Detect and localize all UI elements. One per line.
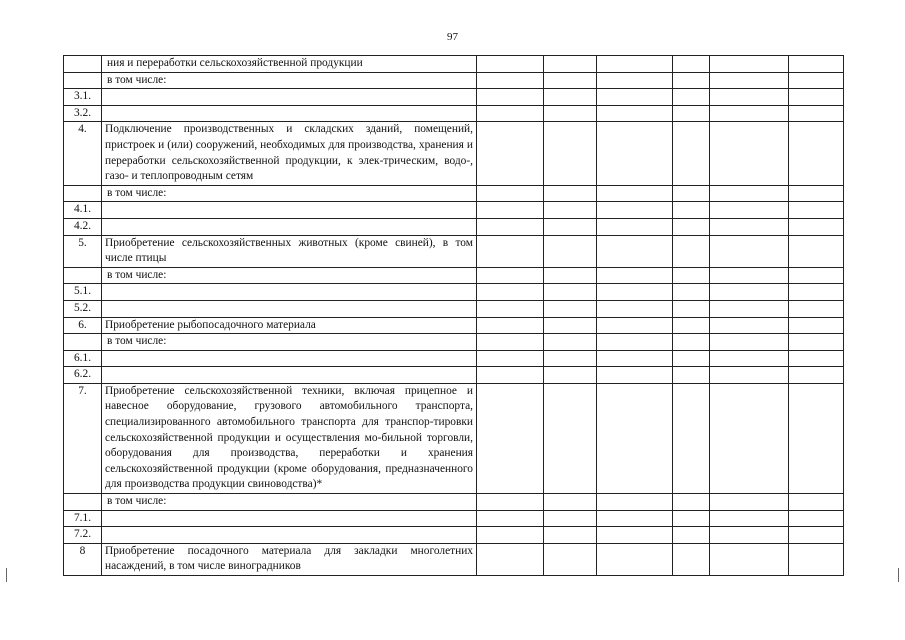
empty-value-cell [789, 383, 844, 493]
empty-value-cell [477, 317, 544, 334]
empty-value-cell [477, 218, 544, 235]
empty-value-cell [597, 267, 673, 284]
empty-value-cell [544, 383, 597, 493]
empty-value-cell [544, 543, 597, 575]
empty-value-cell [597, 122, 673, 185]
empty-value-cell [477, 300, 544, 317]
empty-value-cell [673, 89, 710, 106]
empty-value-cell [477, 56, 544, 73]
table-row [64, 89, 844, 106]
empty-value-cell [710, 89, 789, 106]
empty-value-cell [597, 235, 673, 267]
row-description-cell: в том числе: [102, 494, 477, 511]
table-row [64, 543, 844, 575]
row-number-cell: 8 [64, 543, 102, 575]
empty-value-cell [673, 267, 710, 284]
empty-value-cell [673, 122, 710, 185]
empty-value-cell [710, 284, 789, 301]
empty-value-cell [673, 300, 710, 317]
empty-value-cell [789, 218, 844, 235]
empty-value-cell [544, 334, 597, 351]
empty-value-cell [544, 235, 597, 267]
empty-value-cell [673, 494, 710, 511]
empty-value-cell [789, 89, 844, 106]
row-description-cell: в том числе: [102, 185, 477, 202]
empty-value-cell [477, 202, 544, 219]
empty-value-cell [673, 105, 710, 122]
empty-value-cell [544, 122, 597, 185]
row-number-cell: 6. [64, 317, 102, 334]
row-number-cell: 7.2. [64, 527, 102, 544]
empty-value-cell [597, 300, 673, 317]
empty-value-cell [544, 202, 597, 219]
table-row [64, 185, 844, 202]
empty-value-cell [789, 350, 844, 367]
row-description-cell [102, 367, 477, 384]
empty-value-cell [597, 284, 673, 301]
empty-value-cell [673, 218, 710, 235]
empty-value-cell [789, 235, 844, 267]
empty-value-cell [544, 510, 597, 527]
empty-value-cell [477, 72, 544, 89]
empty-value-cell [789, 510, 844, 527]
row-number-cell: 3.2. [64, 105, 102, 122]
empty-value-cell [597, 543, 673, 575]
expense-items-table [63, 55, 844, 576]
row-number-cell [64, 72, 102, 89]
row-description-cell: Приобретение рыбопосадочного материала [102, 317, 477, 334]
empty-value-cell [477, 267, 544, 284]
empty-value-cell [789, 185, 844, 202]
table-row [64, 510, 844, 527]
empty-value-cell [710, 56, 789, 73]
row-description-cell: Подключение производственных и складских зданий, помещений, пристроек и (или) сооружений, необходимых для производства, хранения и переработки сельскохозяйственной продукции, к элек-трическим, водо-, газо- и теплопроводным сетям [102, 122, 477, 185]
empty-value-cell [789, 202, 844, 219]
row-number-cell: 3.1. [64, 89, 102, 106]
empty-value-cell [544, 527, 597, 544]
table-row [64, 350, 844, 367]
empty-value-cell [544, 494, 597, 511]
empty-value-cell [710, 72, 789, 89]
empty-value-cell [597, 350, 673, 367]
empty-value-cell [477, 543, 544, 575]
empty-value-cell [710, 317, 789, 334]
row-description-cell [102, 510, 477, 527]
row-description-cell: в том числе: [102, 334, 477, 351]
empty-value-cell [710, 350, 789, 367]
empty-value-cell [597, 334, 673, 351]
row-number-cell [64, 494, 102, 511]
table-row [64, 317, 844, 334]
row-description-cell [102, 300, 477, 317]
empty-value-cell [710, 185, 789, 202]
empty-value-cell [477, 367, 544, 384]
empty-value-cell [544, 185, 597, 202]
empty-value-cell [673, 350, 710, 367]
empty-value-cell [673, 543, 710, 575]
table-row [64, 72, 844, 89]
empty-value-cell [477, 235, 544, 267]
empty-value-cell [673, 367, 710, 384]
empty-value-cell [597, 510, 673, 527]
empty-value-cell [710, 300, 789, 317]
empty-value-cell [597, 185, 673, 202]
empty-value-cell [477, 284, 544, 301]
empty-value-cell [597, 367, 673, 384]
table-row [64, 122, 844, 185]
row-description-cell: Приобретение сельскохозяйственной техники, включая прицепное и навесное оборудование, грузового автомобильного транспорта, специализированного автомобильного транспорта для транспор-тировки сельскохозяйственной продукции и осуществления мо-бильной торговли, оборудования для производства, переработки и хранения сельскохозяйственной продукции (кроме оборудования, предназначенного для производства продукции свиноводства)* [102, 383, 477, 493]
row-description-cell: в том числе: [102, 267, 477, 284]
row-description-cell: в том числе: [102, 72, 477, 89]
empty-value-cell [597, 89, 673, 106]
row-number-cell: 7.1. [64, 510, 102, 527]
empty-value-cell [789, 527, 844, 544]
empty-value-cell [477, 122, 544, 185]
empty-value-cell [477, 494, 544, 511]
row-number-cell: 4. [64, 122, 102, 185]
table-row [64, 202, 844, 219]
empty-value-cell [597, 105, 673, 122]
table-row [64, 494, 844, 511]
empty-value-cell [710, 527, 789, 544]
empty-value-cell [477, 89, 544, 106]
empty-value-cell [477, 527, 544, 544]
empty-value-cell [710, 202, 789, 219]
row-description-cell [102, 218, 477, 235]
empty-value-cell [710, 383, 789, 493]
empty-value-cell [789, 367, 844, 384]
row-number-cell [64, 56, 102, 73]
row-number-cell: 6.2. [64, 367, 102, 384]
table-row [64, 218, 844, 235]
row-number-cell: 4.1. [64, 202, 102, 219]
empty-value-cell [597, 218, 673, 235]
table-row [64, 367, 844, 384]
empty-value-cell [789, 300, 844, 317]
empty-value-cell [544, 56, 597, 73]
row-number-cell: 5. [64, 235, 102, 267]
empty-value-cell [673, 72, 710, 89]
row-number-cell [64, 267, 102, 284]
empty-value-cell [477, 185, 544, 202]
table-body [64, 56, 844, 576]
empty-value-cell [710, 494, 789, 511]
empty-value-cell [597, 527, 673, 544]
empty-value-cell [673, 56, 710, 73]
empty-value-cell [710, 510, 789, 527]
empty-value-cell [710, 218, 789, 235]
scan-margin-mark-right [898, 568, 899, 582]
empty-value-cell [544, 72, 597, 89]
empty-value-cell [544, 105, 597, 122]
empty-value-cell [597, 72, 673, 89]
row-description-cell [102, 527, 477, 544]
row-description-cell [102, 105, 477, 122]
row-description-cell [102, 284, 477, 301]
row-number-cell: 5.1. [64, 284, 102, 301]
row-number-cell [64, 334, 102, 351]
table-row [64, 56, 844, 73]
empty-value-cell [597, 383, 673, 493]
empty-value-cell [597, 317, 673, 334]
empty-value-cell [789, 317, 844, 334]
empty-value-cell [477, 510, 544, 527]
row-number-cell [64, 185, 102, 202]
row-description-cell: ния и переработки сельскохозяйственной продукции [102, 56, 477, 73]
empty-value-cell [673, 317, 710, 334]
table-row [64, 267, 844, 284]
empty-value-cell [789, 267, 844, 284]
table-row [64, 300, 844, 317]
empty-value-cell [673, 383, 710, 493]
empty-value-cell [789, 494, 844, 511]
empty-value-cell [544, 284, 597, 301]
empty-value-cell [597, 202, 673, 219]
empty-value-cell [710, 334, 789, 351]
empty-value-cell [673, 235, 710, 267]
empty-value-cell [544, 317, 597, 334]
empty-value-cell [544, 300, 597, 317]
empty-value-cell [477, 383, 544, 493]
row-description-cell [102, 89, 477, 106]
empty-value-cell [789, 543, 844, 575]
row-description-cell: Приобретение посадочного материала для закладки многолетних насаждений, в том числе виноградников [102, 543, 477, 575]
row-number-cell: 7. [64, 383, 102, 493]
empty-value-cell [544, 367, 597, 384]
empty-value-cell [789, 105, 844, 122]
empty-value-cell [789, 284, 844, 301]
table-row [64, 235, 844, 267]
empty-value-cell [673, 527, 710, 544]
empty-value-cell [477, 105, 544, 122]
empty-value-cell [789, 56, 844, 73]
scan-margin-mark-left [6, 568, 7, 582]
empty-value-cell [544, 267, 597, 284]
row-number-cell: 4.2. [64, 218, 102, 235]
empty-value-cell [789, 72, 844, 89]
table-row [64, 284, 844, 301]
empty-value-cell [710, 122, 789, 185]
empty-value-cell [477, 350, 544, 367]
empty-value-cell [544, 89, 597, 106]
empty-value-cell [673, 202, 710, 219]
empty-value-cell [710, 543, 789, 575]
empty-value-cell [597, 494, 673, 511]
row-number-cell: 5.2. [64, 300, 102, 317]
empty-value-cell [710, 105, 789, 122]
table-row [64, 105, 844, 122]
row-number-cell: 6.1. [64, 350, 102, 367]
empty-value-cell [673, 185, 710, 202]
empty-value-cell [544, 218, 597, 235]
empty-value-cell [477, 334, 544, 351]
row-description-cell: Приобретение сельскохозяйственных животных (кроме свиней), в том числе птицы [102, 235, 477, 267]
table-row [64, 383, 844, 493]
empty-value-cell [710, 235, 789, 267]
empty-value-cell [544, 350, 597, 367]
empty-value-cell [673, 284, 710, 301]
empty-value-cell [673, 334, 710, 351]
empty-value-cell [789, 122, 844, 185]
row-description-cell [102, 350, 477, 367]
row-description-cell [102, 202, 477, 219]
empty-value-cell [710, 367, 789, 384]
empty-value-cell [710, 267, 789, 284]
empty-value-cell [789, 334, 844, 351]
empty-value-cell [597, 56, 673, 73]
table-row [64, 334, 844, 351]
empty-value-cell [673, 510, 710, 527]
table-row [64, 527, 844, 544]
page-number: 97 [447, 31, 458, 43]
